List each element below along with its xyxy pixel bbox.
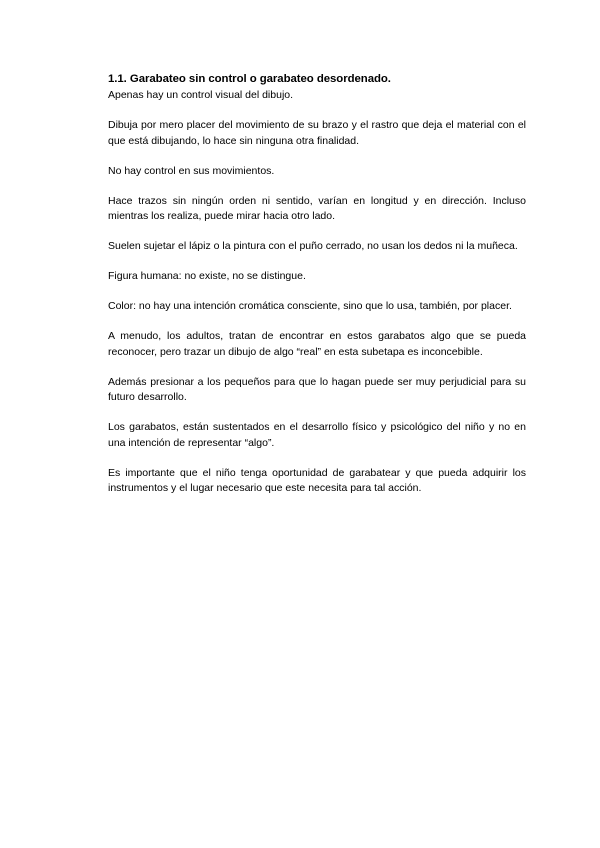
paragraph-development: Los garabatos, están sustentados en el desarrollo físico y psicológico del niño y no en una intención de representar “algo”. — [108, 421, 526, 449]
paragraph-color: Color: no hay una intención cromática consciente, sino que lo usa, también, por placer. — [108, 300, 512, 312]
paragraph-visual-control: Apenas hay un control visual del dibujo. — [108, 89, 294, 101]
paragraph-grip: Suelen sujetar el lápiz o la pintura con el puño cerrado, no usan los dedos ni la muñeca. — [108, 240, 518, 252]
paragraph-pressure: Además presionar a los pequeños para que lo hagan puede ser muy perjudicial para su futuro desarrollo. — [108, 375, 526, 403]
paragraph-human-figure: Figura humana: no existe, no se distingue. — [108, 270, 306, 282]
section-heading: 1.1. Garabateo sin control o garabateo desordenado. — [108, 73, 391, 85]
paragraph-pleasure-of-movement: Dibuja por mero placer del movimiento de su brazo y el rastro que deja el material con el que está dibujando, lo hace sin ninguna otra finalidad. — [108, 119, 526, 147]
paragraph-adults: A menudo, los adultos, tratan de encontrar en estos garabatos algo que se pueda reconocer, pero trazar un dibujo de algo “real” en esta subetapa es inconcebible. — [108, 330, 526, 358]
paragraph-opportunity: Es importante que el niño tenga oportunidad de garabatear y que pueda adquirir los instrumentos y el lugar necesario que este necesita para tal acción. — [108, 466, 526, 494]
paragraph-strokes: Hace trazos sin ningún orden ni sentido, varían en longitud y en dirección. Incluso mientras los realiza, puede mirar hacia otro lado. — [108, 194, 526, 222]
document-body — [108, 72, 526, 511]
paragraph-no-control: No hay control en sus movimientos. — [108, 164, 275, 177]
